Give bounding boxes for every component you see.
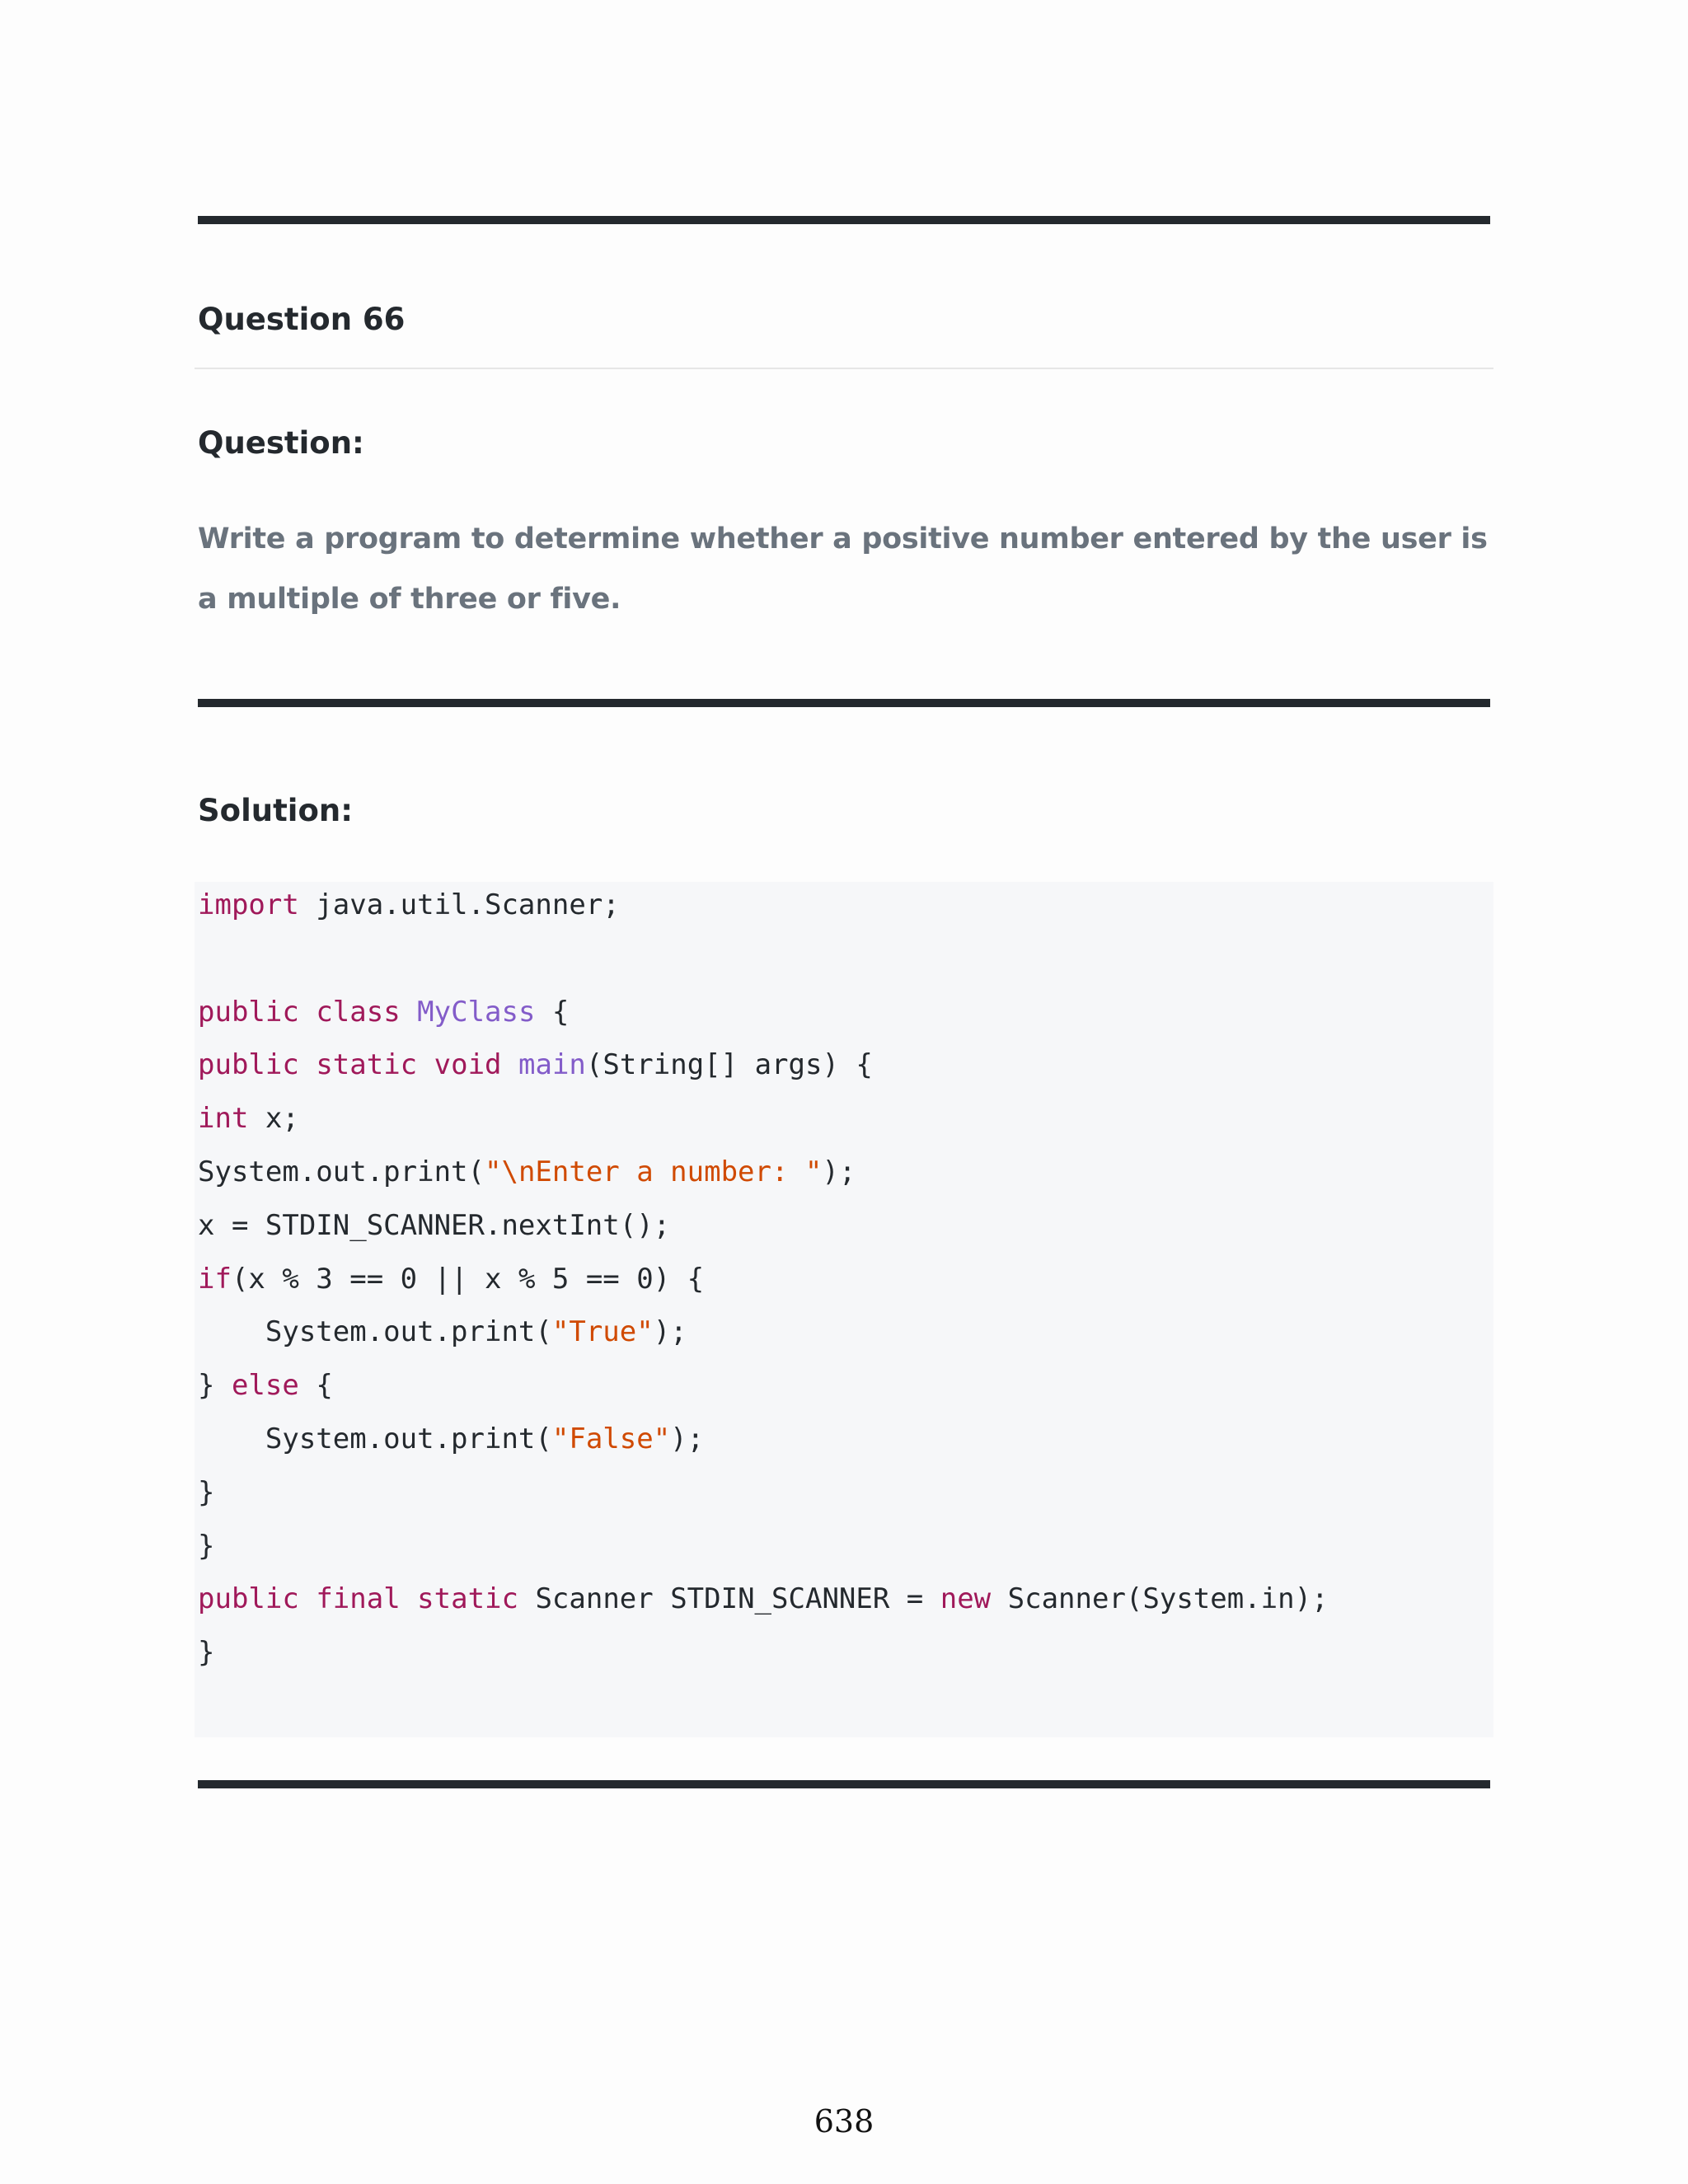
code-text: System.out.print( <box>198 1315 552 1349</box>
question-title: Question 66 <box>198 302 406 337</box>
code-text: } <box>198 1475 215 1509</box>
code-text: x; <box>248 1102 299 1136</box>
code-text <box>299 1048 316 1081</box>
code-text <box>401 996 417 1029</box>
top-divider <box>198 216 1490 224</box>
code-keyword: if <box>198 1262 232 1296</box>
code-keyword: class <box>316 995 401 1029</box>
code-text: ); <box>653 1315 687 1349</box>
solution-label: Solution: <box>198 793 354 828</box>
code-text <box>299 1582 316 1615</box>
code-text <box>417 1048 434 1081</box>
code-line <box>198 1253 1329 1306</box>
code-line <box>198 1359 1329 1413</box>
code-text: x = STDIN_SCANNER.nextInt(); <box>198 1208 671 1242</box>
code-keyword: public <box>198 1582 299 1616</box>
page-number: 638 <box>814 2103 874 2139</box>
code-string: "False" <box>551 1422 671 1455</box>
code-string: "\nEnter a number: " <box>485 1155 823 1188</box>
code-text <box>502 1048 518 1081</box>
code-line <box>198 1038 1329 1092</box>
code-listing <box>198 879 1329 1680</box>
code-text: } <box>198 1636 215 1670</box>
code-keyword: public <box>198 1048 299 1082</box>
code-line <box>198 932 1329 986</box>
code-line <box>198 1146 1329 1199</box>
code-identifier: MyClass <box>417 995 536 1029</box>
code-text: { <box>298 1369 333 1403</box>
code-keyword: int <box>198 1102 249 1136</box>
question-label: Question: <box>198 425 364 461</box>
code-keyword: void <box>434 1048 502 1082</box>
code-text: (x % 3 == 0 || x % 5 == 0) { <box>231 1262 705 1296</box>
code-string: "True" <box>551 1315 654 1349</box>
code-identifier: main <box>518 1048 586 1082</box>
code-line <box>198 1305 1329 1359</box>
code-keyword: final <box>316 1582 401 1616</box>
code-keyword: import <box>198 888 299 921</box>
code-text: ); <box>822 1155 856 1188</box>
code-keyword: new <box>940 1582 992 1616</box>
code-text <box>401 1582 417 1615</box>
code-keyword: public <box>198 995 299 1029</box>
code-line <box>198 1572 1329 1626</box>
code-line <box>198 1413 1329 1466</box>
code-text: (String[] args) { <box>585 1048 873 1082</box>
code-text: java.util.Scanner; <box>298 888 620 921</box>
code-text: System.out.print( <box>198 1155 485 1188</box>
middle-divider <box>198 699 1490 707</box>
code-text: Scanner(System.in); <box>991 1582 1329 1616</box>
code-keyword: static <box>316 1048 418 1082</box>
code-keyword: else <box>231 1369 299 1403</box>
code-line <box>198 986 1329 1039</box>
code-line <box>198 1199 1329 1253</box>
code-text: Scanner STDIN_SCANNER = <box>518 1582 940 1616</box>
code-text: ); <box>670 1422 705 1455</box>
code-keyword: static <box>417 1582 518 1616</box>
code-line <box>198 879 1329 932</box>
code-text: { <box>535 995 570 1029</box>
code-line <box>198 1520 1329 1573</box>
question-text: Write a program to determine whether a positive number entered by the user is a multiple of three or five. <box>198 523 1488 616</box>
code-text: } <box>198 1369 232 1403</box>
code-text: } <box>198 1529 215 1563</box>
title-underline <box>195 368 1493 369</box>
code-text: System.out.print( <box>198 1422 552 1455</box>
code-text <box>299 996 316 1029</box>
bottom-divider <box>198 1780 1490 1788</box>
code-line <box>198 1092 1329 1146</box>
code-line <box>198 1466 1329 1520</box>
code-line <box>198 1626 1329 1680</box>
